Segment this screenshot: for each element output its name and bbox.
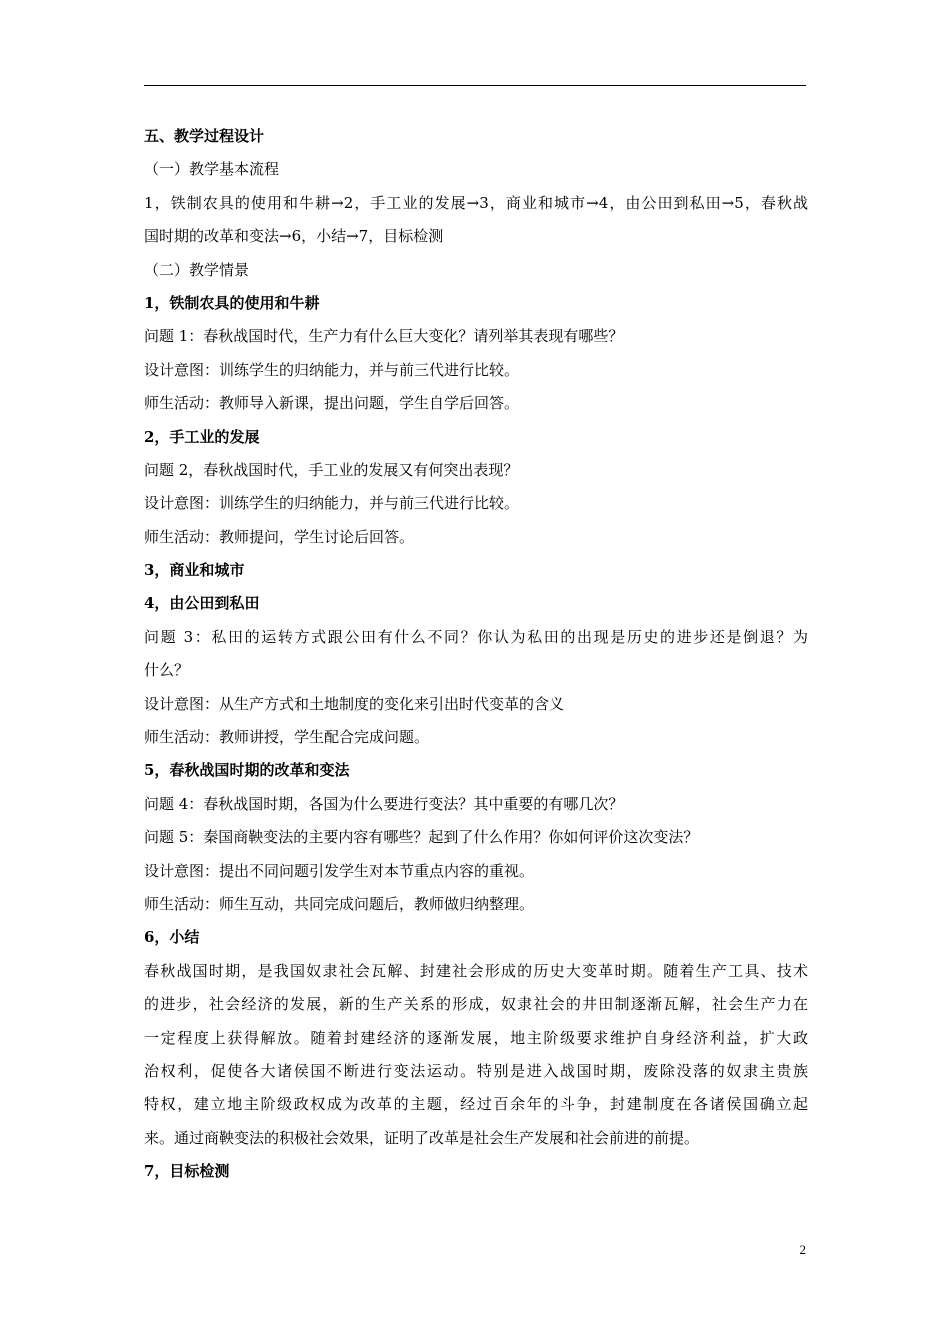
summary-line-2: 的进步，社会经济的发展，新的生产关系的形成，奴隶社会的井田制逐渐瓦解，社会生产力在 [144, 995, 808, 1014]
subsection-title-scenario: （二）教学情景 [144, 260, 250, 279]
summary-line-4: 治权利，促使各大诸侯国不断进行变法运动。特别是进入战国时期，废除没落的奴隶主贵族 [144, 1061, 808, 1080]
part-4-design-intent: 设计意图：从生产方式和土地制度的变化来引出时代变革的含义 [144, 694, 565, 713]
section-title: 五、教学过程设计 [144, 127, 265, 145]
part-5-title: 5，春秋战国时期的改革和变法 [144, 761, 350, 780]
part-5-question-4: 问题 4：春秋战国时期，各国为什么要进行变法？其中重要的有哪几次？ [144, 794, 624, 813]
part-1-activity: 师生活动：教师导入新课，提出问题，学生自学后回答。 [144, 394, 520, 413]
document-body [144, 120, 808, 1189]
part-5-question-5: 问题 5：秦国商鞅变法的主要内容有哪些？起到了什么作用？你如何评价这次变法？ [144, 828, 699, 847]
part-2-design-intent: 设计意图：训练学生的归纳能力，并与前三代进行比较。 [144, 494, 520, 513]
flow-line-2: 国时期的改革和变法→6，小结→7，目标检测 [144, 227, 444, 246]
part-2-title: 2，手工业的发展 [144, 427, 260, 446]
part-4-title: 4，由公田到私田 [144, 594, 260, 613]
page-number: 2 [799, 1242, 806, 1257]
part-5-design-intent: 设计意图：提出不同问题引发学生对本节重点内容的重视。 [144, 861, 535, 880]
part-1-question: 问题 1：春秋战国时代，生产力有什么巨大变化？请列举其表现有哪些？ [144, 327, 624, 346]
part-1-design-intent: 设计意图：训练学生的归纳能力，并与前三代进行比较。 [144, 360, 520, 379]
summary-line-6: 来。通过商鞅变法的积极社会效果，证明了改革是社会生产发展和社会前进的前提。 [144, 1128, 700, 1147]
part-4-activity: 师生活动：教师讲授，学生配合完成问题。 [144, 728, 430, 747]
part-7-title: 7，目标检测 [144, 1162, 230, 1181]
part-2-activity: 师生活动：教师提问，学生讨论后回答。 [144, 527, 415, 546]
part-3-title: 3，商业和城市 [144, 561, 245, 580]
summary-line-3: 一定程度上获得解放。随着封建经济的逐渐发展，地主阶级要求维护自身经济利益，扩大政 [144, 1028, 808, 1047]
subsection-title-flow: （一）教学基本流程 [144, 160, 280, 179]
summary-line-1: 春秋战国时期，是我国奴隶社会瓦解、封建社会形成的历史大变革时期。随着生产工具、技术 [144, 961, 808, 980]
flow-line-1: 1，铁制农具的使用和牛耕→2，手工业的发展→3，商业和城市→4，由公田到私田→5，春秋战 [144, 193, 808, 212]
header-rule [144, 85, 806, 86]
part-4-question-line-2: 什么？ [144, 661, 190, 680]
summary-line-5: 特权，建立地主阶级政权成为改革的主题，经过百余年的斗争，封建制度在各诸侯国确立起 [144, 1095, 808, 1114]
part-6-title: 6，小结 [144, 928, 200, 947]
part-1-title: 1，铁制农具的使用和牛耕 [144, 293, 320, 312]
part-4-question-line-1: 问题 3：私田的运转方式跟公田有什么不同？你认为私田的出现是历史的进步还是倒退？为 [144, 627, 808, 646]
part-5-activity: 师生活动：师生互动，共同完成问题后，教师做归纳整理。 [144, 894, 535, 913]
part-2-question: 问题 2，春秋战国时代，手工业的发展又有何突出表现？ [144, 460, 519, 479]
